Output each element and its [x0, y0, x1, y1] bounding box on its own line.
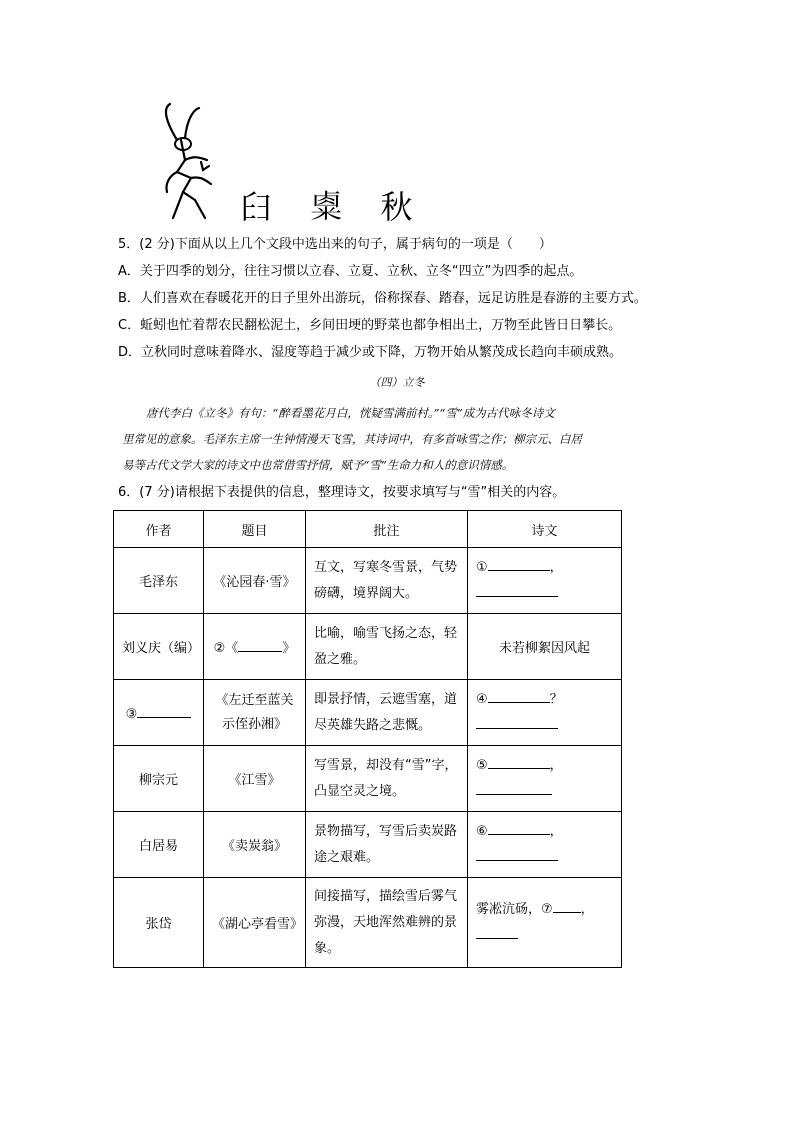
blank-number: ③ [125, 707, 138, 722]
note-cell: 写雪景，却没有“雪”字，凸显空灵之境。 [306, 746, 468, 812]
verse-cell [468, 680, 622, 746]
q5-option-a: A．关于四季的划分，往往习惯以立春、立夏、立秋、立冬“四立”为四季的起点。 [118, 264, 583, 279]
note-cell: 间接描写，描绘雪后雾气弥漫，天地浑然难辨的景象。 [306, 878, 468, 968]
answer-blank[interactable] [137, 703, 191, 718]
verse-cell [468, 746, 622, 812]
answer-blank[interactable] [488, 688, 550, 703]
answer-blank[interactable] [238, 637, 282, 652]
cricket-oracle-illustration [155, 100, 225, 225]
verse-cell [468, 548, 622, 614]
title-close: 》 [282, 641, 296, 656]
title-cell: 《江雪》 [204, 746, 306, 812]
section-title: （四）立冬 [369, 376, 425, 389]
header-title: 题目 [204, 511, 306, 548]
author-cell: 柳宗元 [114, 746, 204, 812]
verse-punct: ， [549, 757, 563, 773]
answer-blank[interactable] [476, 582, 558, 597]
verse-punct: ？ [549, 691, 563, 707]
q5-stem: 5．(2 分)下面从以上几个文段中选出来的句子，属于病句的一项是（ ） [118, 237, 552, 252]
table-row [114, 878, 622, 968]
author-cell: 白居易 [114, 812, 204, 878]
passage-line-2: 里常见的意象。毛泽东主席一生钟情漫天飞雪，其诗词中，有多首咏雪之作；柳宗元、白居 [122, 432, 582, 446]
title-cell [204, 614, 306, 680]
q5-option-b: B．人们喜欢在春暖花开的日子里外出游玩，俗称探春、踏春，远足访胜是春游的主要方式。 [118, 291, 647, 306]
table-row [114, 746, 622, 812]
author-cell: 刘义庆（编） [114, 614, 204, 680]
verse-text: 雾凇沆砀， [476, 901, 542, 917]
note-cell: 景物描写，写雪后卖炭路途之艰难。 [306, 812, 468, 878]
verse-punct: ， [580, 901, 594, 917]
title-cell: 《卖炭翁》 [204, 812, 306, 878]
blank-number: ⑥ [476, 823, 488, 839]
blank-number: ②《 [213, 641, 239, 656]
passage-line-3: 易等古代文学大家的诗文中也常借雪抒情，赋予“雪”生命力和人的意识情感。 [122, 458, 514, 472]
note-cell: 比喻，喻雪飞扬之态，轻盈之雅。 [306, 614, 468, 680]
answer-blank[interactable] [476, 924, 518, 939]
verse-cell [468, 812, 622, 878]
title-cell: 《沁园春·雪》 [204, 548, 306, 614]
header-note: 批注 [306, 511, 468, 548]
answer-blank[interactable] [488, 820, 550, 835]
verse-punct: ， [549, 823, 563, 839]
note-cell: 互文，写寒冬雪景，气势磅礴，境界阔大。 [306, 548, 468, 614]
table-row [114, 680, 622, 746]
author-cell: 毛泽东 [114, 548, 204, 614]
answer-blank[interactable] [476, 780, 552, 795]
author-cell: 张岱 [114, 878, 204, 968]
title-cell: 《湖心亭看雪》 [204, 878, 306, 968]
q6-stem: 6．(7 分)请根据下表提供的信息，整理诗文，按要求填写与“雪”相关的内容。 [118, 485, 566, 500]
title-cell: 《左迁至蓝关示侄孙湘》 [204, 680, 306, 746]
oracle-characters: 𦥑 𥻆 秋 [240, 188, 427, 226]
author-cell [114, 680, 204, 746]
poem-table [113, 510, 622, 968]
table-row [114, 614, 622, 680]
q5-option-d: D．立秋同时意味着降水、湿度等趋于减少或下降，万物开始从繁茂成长趋向丰硕成熟。 [118, 345, 623, 360]
blank-number: ① [476, 559, 488, 575]
answer-blank[interactable] [553, 898, 581, 913]
answer-blank[interactable] [476, 846, 558, 861]
answer-blank[interactable] [488, 556, 550, 571]
passage-line-1: 唐代李白《立冬》有句：“醉看墨花月白，恍疑雪满前村。”“雪”成为古代咏冬诗文 [146, 406, 555, 420]
table-header-row [114, 511, 622, 548]
header-author: 作者 [114, 511, 204, 548]
blank-number: ⑤ [476, 757, 488, 773]
header-verse: 诗文 [468, 511, 622, 548]
verse-cell: 未若柳絮因风起 [468, 614, 622, 680]
answer-blank[interactable] [488, 754, 550, 769]
answer-blank[interactable] [476, 714, 558, 729]
blank-number: ⑦ [541, 901, 553, 917]
blank-number: ④ [476, 691, 488, 707]
table-row [114, 812, 622, 878]
verse-punct: ， [549, 559, 563, 575]
table-row [114, 548, 622, 614]
verse-cell [468, 878, 622, 968]
q5-option-c: C．蚯蚓也忙着帮农民翻松泥土，乡间田埂的野菜也都争相出土，万物至此皆日日攀长。 [118, 318, 622, 333]
note-cell: 即景抒情，云遮雪塞，道尽英雄失路之悲慨。 [306, 680, 468, 746]
